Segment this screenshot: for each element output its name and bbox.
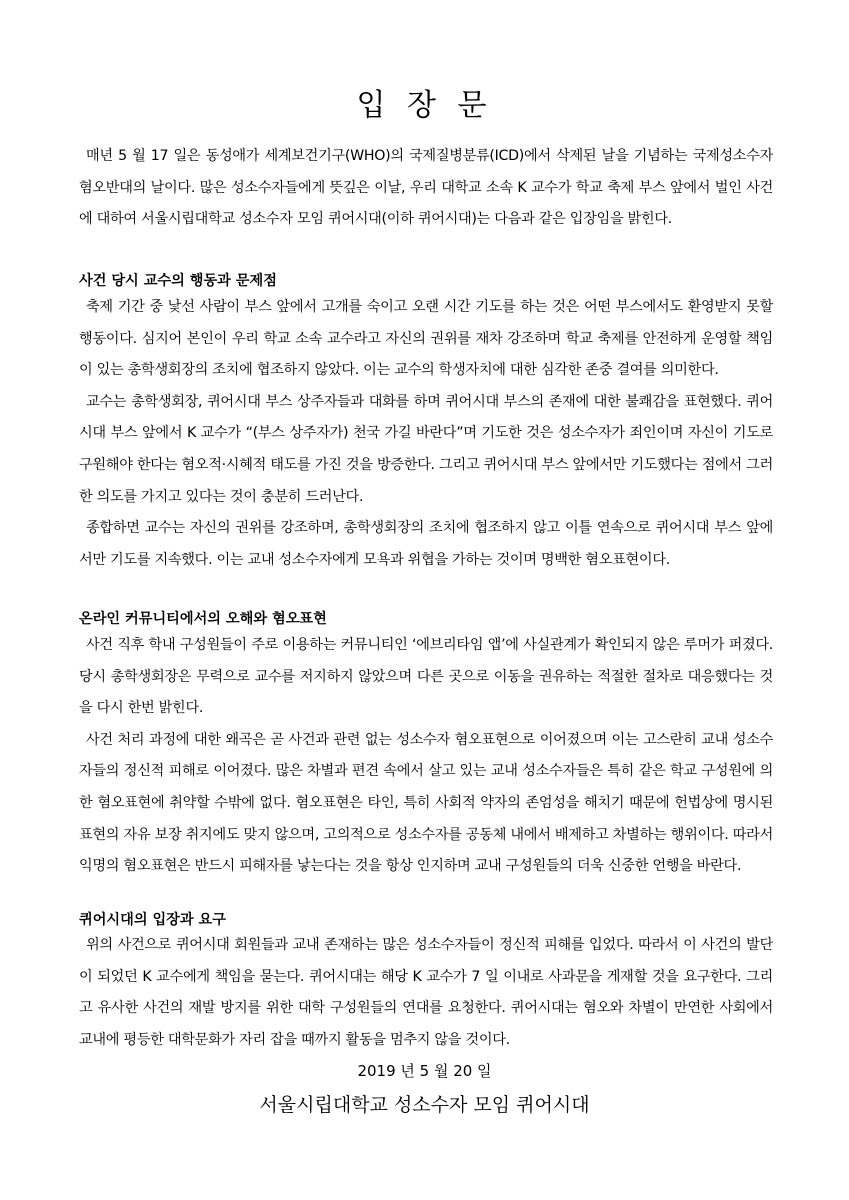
section-paragraph: 위의 사건으로 퀴어시대 회원들과 교내 존재하는 많은 성소수자들이 정신적 피해를 입었다. 따라서 이 사건의 발단이 되었던 K 교수에게 책임을 묻는다. 퀴어시대는 해당 K 교수가 7 일 이내로 사과문을 게재할 것을 요구한다. 그리고 유사한 사건의 재발 방지를 위한 대학 구성원들의 연대를 요청한다. 퀴어시대는 혐오와 차별이 만연한 사회에서 교내에 평등한 대학문화가 자리 잡을 때까지 활동을 멈추지 않을 것이다. xyxy=(79,937,773,1048)
section-online xyxy=(79,609,773,629)
section-incident-body xyxy=(79,292,773,576)
section-heading: 사건 당시 교수의 행동과 문제점 xyxy=(79,273,277,289)
section-online-body xyxy=(79,630,773,883)
intro-paragraph: 매년 5 월 17 일은 동성애가 세계보건기구(WHO)의 국제질병분류(ICD)에서 삭제된 날을 기념하는 국제성소수자혐오반대의 날이다. 많은 성소수자들에게 뜻깊은 이날, 우리 대학교 소속 K 교수가 학교 축제 부스 앞에서 벌인 사건에 대하여 서울시립대학교 성소수자 모임 퀴어시대(이하 퀴어시대)는 다음과 같은 입장임을 밝힌다. xyxy=(79,148,773,228)
section-paragraph: 축제 기간 중 낯선 사람이 부스 앞에서 고개를 숙이고 오랜 시간 기도를 하는 것은 어떤 부스에서도 환영받지 못할 행동이다. 심지어 본인이 우리 학교 소속 교수라고 자신의 권위를 재차 강조하며 학교 축제를 안전하게 운영할 책임이 있는 총학생회장의 조치에 협조하지 않았다. 이는 교수의 학생자치에 대한 심각한 존중 결여를 의미한다. xyxy=(79,299,773,379)
document-title: 입 장 문 xyxy=(356,88,493,123)
section-position xyxy=(79,910,773,930)
section-position-body xyxy=(79,930,773,1056)
organization-signature: 서울시립대학교 성소수자 모임 퀴어시대 xyxy=(259,1094,590,1116)
intro-block xyxy=(79,141,773,236)
section-paragraph: 사건 처리 과정에 대한 왜곡은 곧 사건과 관련 없는 성소수자 혐오표현으로 이어졌으며 이는 고스란히 교내 성소수자들의 정신적 피해로 이어졌다. 많은 차별과 편견 속에서 살고 있는 교내 성소수자들은 특히 같은 학교 구성원에 의한 혐오표현에 취약할 수밖에 없다. 혐오표현은 타인, 특히 사회적 약자의 존엄성을 해치기 때문에 헌법상에 명시된 표현의 자유 보장 취지에도 맞지 않으며, 고의적으로 성소수자를 공동체 내에서 배제하고 차별하는 행위이다. 따라서 익명의 혐오표현은 반드시 피해자를 낳는다는 것을 항상 인지하며 교내 구성원들의 더욱 신중한 언행을 바란다. xyxy=(79,731,773,875)
section-incident xyxy=(79,271,773,291)
statement-date: 2019 년 5 월 20 일 xyxy=(357,1062,492,1080)
section-paragraph: 종합하면 교수는 자신의 권위를 강조하며, 총학생회장의 조치에 협조하지 않고 이틀 연속으로 퀴어시대 부스 앞에서만 기도를 지속했다. 이는 교내 성소수자에게 모욕과 위협을 가하는 것이며 명백한 혐오표현이다. xyxy=(79,520,773,568)
section-heading: 퀴어시대의 입장과 요구 xyxy=(79,912,226,928)
section-heading: 온라인 커뮤니티에서의 오해와 혐오표현 xyxy=(79,611,327,627)
section-paragraph: 교수는 총학생회장, 퀴어시대 부스 상주자들과 대화를 하며 퀴어시대 부스의 존재에 대한 불쾌감을 표현했다. 퀴어시대 부스 앞에서 K 교수가 “(부스 상주자가) 천국 가길 바란다”며 기도한 것은 성소수자가 죄인이며 자신이 기도로 구원해야 한다는 혐오적·시혜적 태도를 가진 것을 방증한다. 그리고 퀴어시대 부스 앞에서만 기도했다는 점에서 그러한 의도를 가지고 있다는 것이 충분히 드러난다. xyxy=(79,393,773,505)
section-paragraph: 사건 직후 학내 구성원들이 주로 이용하는 커뮤니티인 ‘에브리타임 앱’에 사실관계가 확인되지 않은 루머가 퍼졌다. 당시 총학생회장은 무력으로 교수를 저지하지 않았으며 다른 곳으로 이동을 권유하는 적절한 절차로 대응했다는 것을 다시 한번 밝힌다. xyxy=(79,637,773,717)
